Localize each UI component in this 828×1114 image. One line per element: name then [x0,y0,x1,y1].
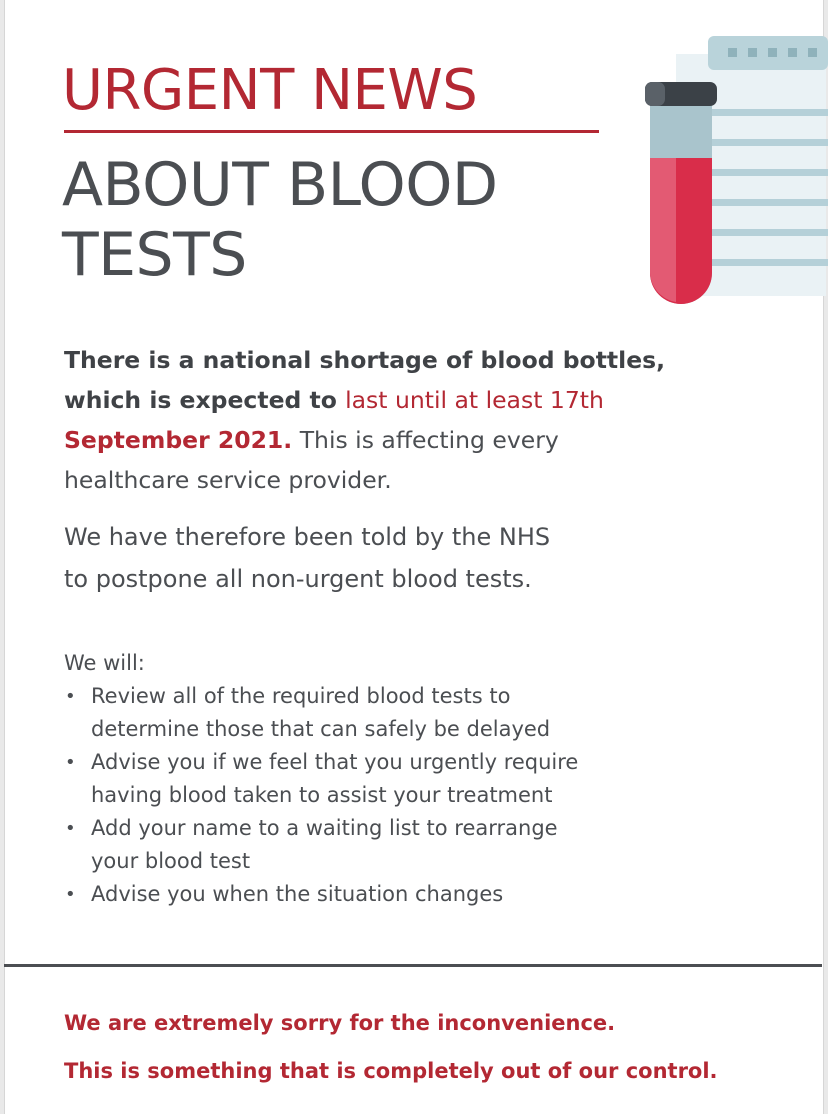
headline-line-2: ABOUT BLOOD [62,150,498,220]
blood-test-tube-icon [640,34,828,309]
list-item-line: Advise you when the situation changes [91,882,504,906]
footer-divider [4,964,822,967]
actions-list [64,680,578,911]
we-will-heading: We will: [64,651,145,675]
bullet-icon: • [65,884,76,905]
shortage-paragraph [64,340,665,500]
list-item [64,812,578,878]
headline-line-3: TESTS [62,220,247,290]
headline-subtitle [62,150,498,290]
shortage-date-highlight: last until at least 17th [345,386,604,414]
list-item-line: Advise you if we feel that you urgently require [91,750,579,774]
list-item [64,746,578,812]
list-item-line: determine those that can safely be delayed [91,717,551,741]
bullet-icon: • [65,752,76,773]
shortage-line-1: There is a national shortage of blood bottles, [64,346,666,374]
list-item [64,878,578,911]
list-item-line: your blood test [91,849,251,873]
shortage-affecting-text: This is affecting every [292,426,559,454]
list-item-line: Add your name to a waiting list to rearrange [91,816,558,840]
shortage-date-month: September 2021. [64,426,293,454]
list-item-line: having blood taken to assist your treatment [91,783,553,807]
control-text: This is something that is completely out of our control. [64,1059,718,1083]
headline-urgent-news: URGENT NEWS [62,58,478,123]
apology-text: We are extremely sorry for the inconvenience. [64,1011,616,1035]
bullet-icon: • [65,818,76,839]
shortage-provider-text: healthcare service provider. [64,466,392,494]
nhs-line-1: We have therefore been told by the NHS [64,523,551,551]
nhs-paragraph [64,516,550,600]
shortage-line-2: which is expected to [64,386,346,414]
list-item-line: Review all of the required blood tests to [91,684,511,708]
list-item [64,680,578,746]
nhs-line-2: to postpone all non-urgent blood tests. [64,565,532,593]
bullet-icon: • [65,686,76,707]
headline-underline [64,130,599,133]
